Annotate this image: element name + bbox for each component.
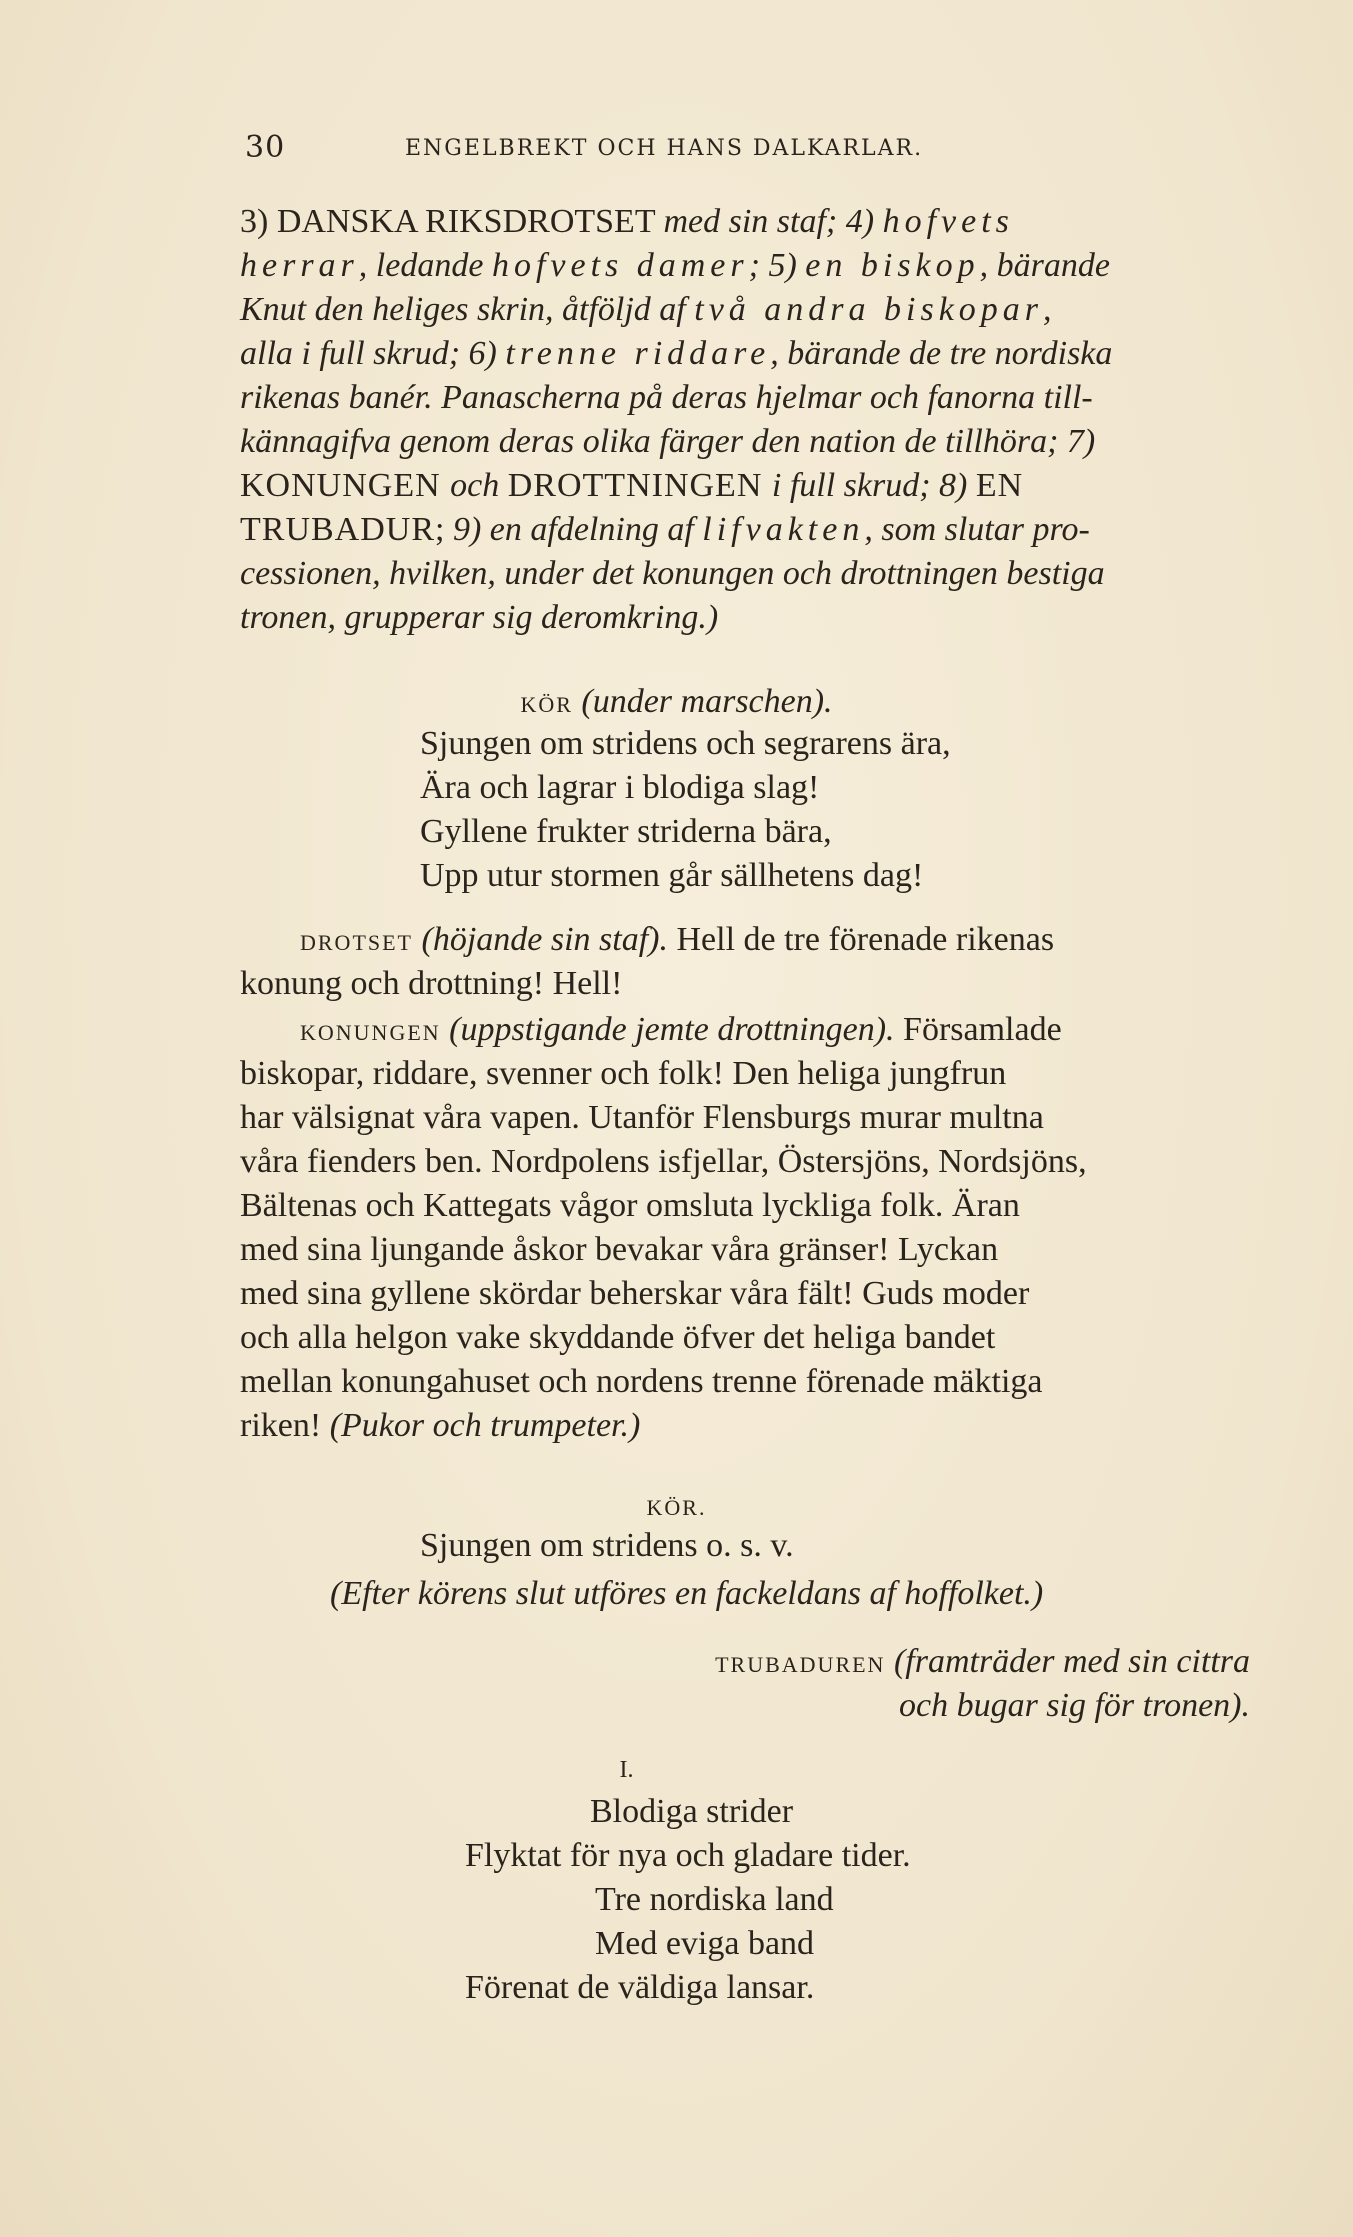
page-header: [245, 130, 1245, 170]
intro-line-7: [240, 464, 1250, 508]
verse-line: Förenat de väldiga lansar.: [465, 1969, 815, 2006]
speaker-name: KÖR: [520, 692, 573, 717]
verse-line: Gyllene frukter striderna bära,: [420, 813, 832, 850]
intro-line-1: [240, 200, 1250, 244]
intro-line-8: [240, 508, 1250, 552]
text-run: 7): [1066, 423, 1096, 460]
speech-line: våra fienders ben. Nordpolens isfjellar, Östersjöns, Nordsjöns,: [240, 1143, 1087, 1180]
text-run: 9) en afdelning af: [452, 511, 703, 548]
speaker-name: DROTSET: [300, 930, 413, 955]
verse-line: Upp utur stormen går sällhetens dag!: [420, 857, 924, 894]
text-run: Hell de tre förenade rikenas: [676, 921, 1055, 958]
speech-line: och alla helgon vake skyddande öfver det heliga bandet: [240, 1319, 996, 1356]
stage-direction: (höjande sin staf).: [421, 921, 668, 958]
drotset-speech-2: konung och drottning! Hell!: [240, 965, 623, 1002]
text-run: , som slutar pro-: [864, 511, 1090, 548]
verse-line: Flyktat för nya och gladare tider.: [465, 1837, 911, 1874]
text-run: Församlade: [903, 1011, 1062, 1048]
intro-line-2: [240, 244, 1250, 288]
speaker-name: TRUBADUREN: [715, 1652, 886, 1677]
text-run: hofvets damer: [491, 247, 749, 284]
text-run: i full skrud; 8): [771, 467, 976, 504]
text-run: med sin staf; 4): [663, 203, 883, 240]
speech-line: mellan konungahuset och nordens trenne förenade mäktiga: [240, 1363, 1043, 1400]
text-run: ; 5): [748, 247, 806, 284]
stage-direction: (framträder med sin cittra: [893, 1643, 1250, 1680]
speech-line: Bältenas och Kattegats vågor omsluta lyckliga folk. Äran: [240, 1187, 1020, 1224]
chorus-heading-2: KÖR.: [646, 1495, 707, 1520]
trubaduren-heading: [0, 1640, 1250, 1687]
konungen-speech-1: [300, 1008, 1250, 1055]
verse-line: Blodiga strider: [590, 1793, 794, 1830]
chorus-line: Sjungen om stridens o. s. v.: [420, 1527, 794, 1564]
chorus-heading: [0, 680, 1353, 727]
trubaduren-direction-2: och bugar sig för tronen).: [898, 1687, 1250, 1724]
verse-line: Ära och lagrar i blodiga slag!: [420, 769, 820, 806]
speaker-name: KONUNGEN: [300, 1020, 441, 1045]
text-run: KONUNGEN: [240, 467, 451, 504]
intro-line-9: cessionen, hvilken, under det konungen och drottningen bestiga: [240, 555, 1105, 592]
text-run: och: [450, 467, 508, 504]
text-run: två andra biskopar: [694, 291, 1044, 328]
stage-direction: (uppstigande jemte drottningen).: [449, 1011, 895, 1048]
running-title: ENGELBREKT OCH HANS DALKARLAR.: [405, 136, 924, 161]
text-run: , ledande: [358, 247, 492, 284]
text-run: ;: [435, 511, 453, 548]
speech-line: med sina ljungande åskor bevakar våra gränser! Lyckan: [240, 1231, 999, 1268]
text-run: alla i full skrud; 6): [240, 335, 506, 372]
text-run: ,: [1043, 291, 1052, 328]
intro-line-10: tronen, grupperar sig deromkring.): [240, 599, 719, 636]
text-run: , bärande de tre nordiska: [770, 335, 1113, 372]
speech-line: biskopar, riddare, svenner och folk! Den heliga jungfrun: [240, 1055, 1007, 1092]
text-run: , bärande: [979, 247, 1110, 284]
stanza-number: I.: [619, 1757, 634, 1783]
intro-line-3: [240, 288, 1250, 332]
text-run: DROTTNINGEN: [507, 467, 772, 504]
intro-line-5: rikenas banér. Panascherna på deras hjelmar och fanorna till-: [240, 379, 1093, 416]
text-run: hofvets: [882, 203, 1014, 240]
intro-line-6: [240, 420, 1250, 464]
text-run: TRUBADUR: [240, 511, 436, 548]
stage-direction-fackeldans: (Efter körens slut utföres en fackeldans af hoffolket.): [330, 1575, 1044, 1612]
text-run: en biskop: [805, 247, 980, 284]
text-run: lifvakten: [702, 511, 865, 548]
text-run: kännagifva genom deras olika färger den nation de tillhöra;: [240, 423, 1067, 460]
speech-line-last: [240, 1404, 1250, 1448]
text-run: herrar: [240, 247, 359, 284]
stage-direction: (under marschen).: [581, 683, 833, 720]
verse-line: Sjungen om stridens och segrarens ära,: [420, 725, 951, 762]
stage-direction: (Pukor och trumpeter.): [329, 1407, 641, 1444]
text-run: Knut den heliges skrin, åtföljd af: [240, 291, 695, 328]
verse-line: Tre nordiska land: [595, 1881, 834, 1918]
page-number: 30: [245, 130, 286, 165]
verse-line: Med eviga band: [595, 1925, 815, 1962]
drotset-speech-1: [300, 918, 1250, 965]
speech-line: med sina gyllene skördar beherskar våra fält! Guds moder: [240, 1275, 1030, 1312]
text-run: 3) DANSKA RIKSDROTSET: [240, 203, 664, 240]
text-run: riken!: [240, 1407, 330, 1444]
text-run: trenne riddare: [505, 335, 771, 372]
speech-line: har välsignat våra vapen. Utanför Flensburgs murar multna: [240, 1099, 1044, 1136]
intro-line-4: [240, 332, 1250, 376]
text-run: EN: [975, 467, 1024, 504]
